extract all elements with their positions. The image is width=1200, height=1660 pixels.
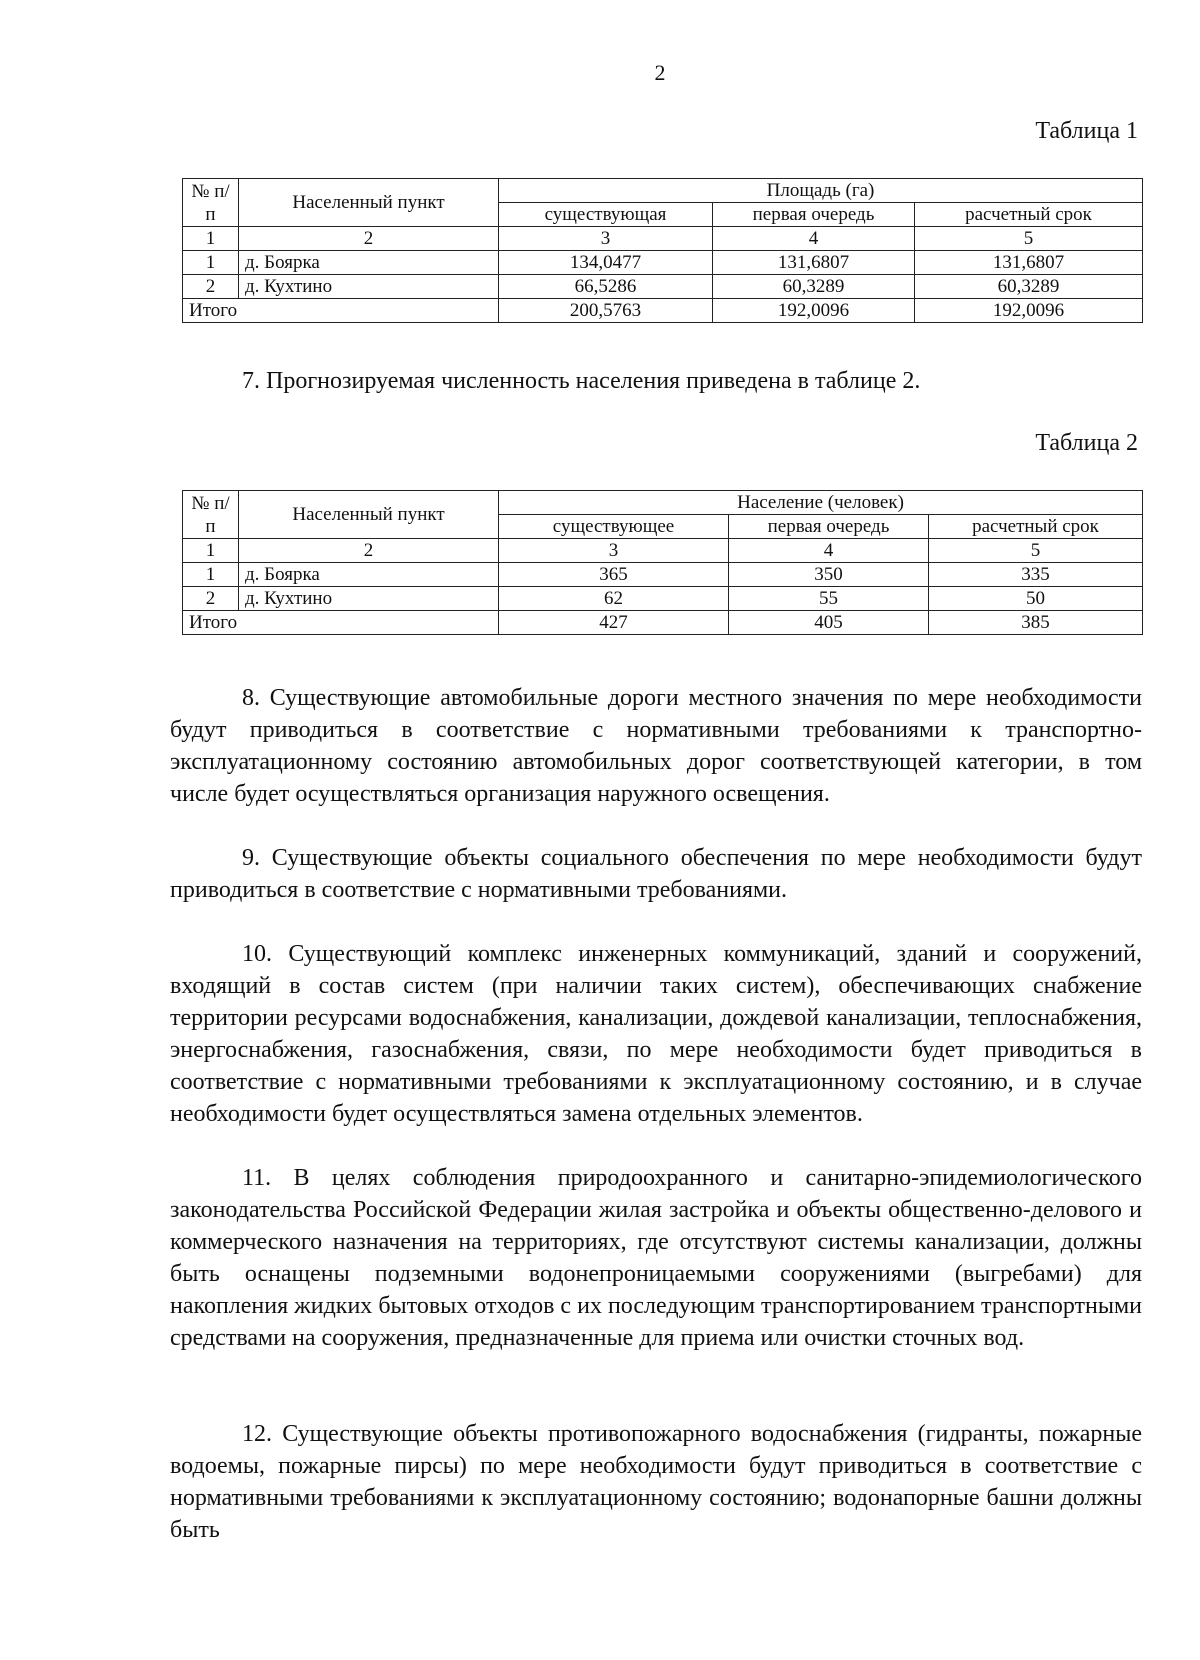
row-first: 350 xyxy=(729,563,929,587)
header-num: № п/п xyxy=(183,179,239,227)
total-existing: 427 xyxy=(499,611,729,635)
table-total-row xyxy=(183,611,1143,635)
header-existing: существующая xyxy=(499,203,713,227)
paragraph-12: 12. Существующие объекты противопожарного водоснабжения (гидранты, пожарные водоемы, пожарные пирсы) по мере необходимости будут приводиться в соответствие с нормативными требованиями к эксплуатационному состоянию; водонапорные башни должны быть xyxy=(170,1421,1142,1543)
table2-caption: Таблица 2 xyxy=(1035,430,1138,456)
row-num: 1 xyxy=(183,251,239,275)
table-row xyxy=(183,275,1143,299)
index-cell: 1 xyxy=(183,227,239,251)
row-existing: 62 xyxy=(499,587,729,611)
header-existing: существующее xyxy=(499,515,729,539)
table-total-row xyxy=(183,299,1143,323)
total-calc: 385 xyxy=(929,611,1143,635)
table1 xyxy=(182,178,1143,323)
total-label: Итого xyxy=(183,611,499,635)
table-index-row xyxy=(183,227,1143,251)
row-settlement: д. Кухтино xyxy=(239,587,499,611)
header-group: Население (человек) xyxy=(499,491,1143,515)
table-header-row xyxy=(183,179,1143,203)
row-existing: 66,5286 xyxy=(499,275,713,299)
index-cell: 2 xyxy=(239,227,499,251)
paragraph-9: 9. Существующие объекты социального обеспечения по мере необходимости будут приводиться в соответствие с нормативными требованиями. xyxy=(170,845,1142,903)
table-row xyxy=(183,563,1143,587)
row-calc: 335 xyxy=(929,563,1143,587)
header-calc: расчетный срок xyxy=(915,203,1143,227)
page-number: 2 xyxy=(654,60,666,85)
row-existing: 365 xyxy=(499,563,729,587)
row-calc: 131,6807 xyxy=(915,251,1143,275)
table-row xyxy=(183,587,1143,611)
row-existing: 134,0477 xyxy=(499,251,713,275)
table-row xyxy=(183,251,1143,275)
header-num: № п/п xyxy=(183,491,239,539)
index-cell: 2 xyxy=(239,539,499,563)
paragraph-8: 8. Существующие автомобильные дороги местного значения по мере необходимости будут приводиться в соответствие с нормативными требованиями к транспортно-эксплуатационному состоянию автомобильных дорог соответствующей категории, в том числе будет осуществляться организация наружного освещения. xyxy=(170,685,1142,807)
header-settlement: Населенный пункт xyxy=(239,491,499,539)
total-calc: 192,0096 xyxy=(915,299,1143,323)
index-cell: 4 xyxy=(729,539,929,563)
row-settlement: д. Кухтино xyxy=(239,275,499,299)
table-header-row xyxy=(183,491,1143,515)
header-first: первая очередь xyxy=(713,203,915,227)
row-first: 131,6807 xyxy=(713,251,915,275)
row-calc: 60,3289 xyxy=(915,275,1143,299)
header-first: первая очередь xyxy=(729,515,929,539)
total-label: Итого xyxy=(183,299,499,323)
row-num: 2 xyxy=(183,275,239,299)
total-first: 192,0096 xyxy=(713,299,915,323)
row-first: 60,3289 xyxy=(713,275,915,299)
row-num: 2 xyxy=(183,587,239,611)
index-cell: 3 xyxy=(499,539,729,563)
row-settlement: д. Боярка xyxy=(239,563,499,587)
index-cell: 5 xyxy=(915,227,1143,251)
total-first: 405 xyxy=(729,611,929,635)
table1-caption: Таблица 1 xyxy=(1035,118,1138,144)
paragraph-7: 7. Прогнозируемая численность населения приведена в таблице 2. xyxy=(242,368,921,394)
row-calc: 50 xyxy=(929,587,1143,611)
index-cell: 1 xyxy=(183,539,239,563)
row-settlement: д. Боярка xyxy=(239,251,499,275)
header-calc: расчетный срок xyxy=(929,515,1143,539)
header-group: Площадь (га) xyxy=(499,179,1143,203)
header-settlement: Населенный пункт xyxy=(239,179,499,227)
index-cell: 5 xyxy=(929,539,1143,563)
table2 xyxy=(182,490,1143,635)
paragraph-11: 11. В целях соблюдения природоохранного и санитарно-эпидемиологического законодательства Российской Федерации жилая застройка и объекты общественно-делового и коммерческого назначения на территориях, где отсутствуют системы канализации, должны быть оснащены подземными водонепроницаемыми сооружениями (выгребами) для накопления жидких бытовых отходов с их последующим транспортированием транспортными средствами на сооружения, предназначенные для приема или очистки сточных вод. xyxy=(170,1165,1142,1351)
row-first: 55 xyxy=(729,587,929,611)
index-cell: 4 xyxy=(713,227,915,251)
index-cell: 3 xyxy=(499,227,713,251)
row-num: 1 xyxy=(183,563,239,587)
table-index-row xyxy=(183,539,1143,563)
paragraph-10: 10. Существующий комплекс инженерных коммуникаций, зданий и сооружений, входящий в состав систем (при наличии таких систем), обеспечивающих снабжение территории ресурсами водоснабжения, канализации, дождевой канализации, теплоснабжения, энергоснабжения, газоснабжения, связи, по мере необходимости будет приводиться в соответствие с нормативными требованиями к эксплуатационному состоянию, и в случае необходимости будет осуществляться замена отдельных элементов. xyxy=(170,941,1142,1127)
total-existing: 200,5763 xyxy=(499,299,713,323)
